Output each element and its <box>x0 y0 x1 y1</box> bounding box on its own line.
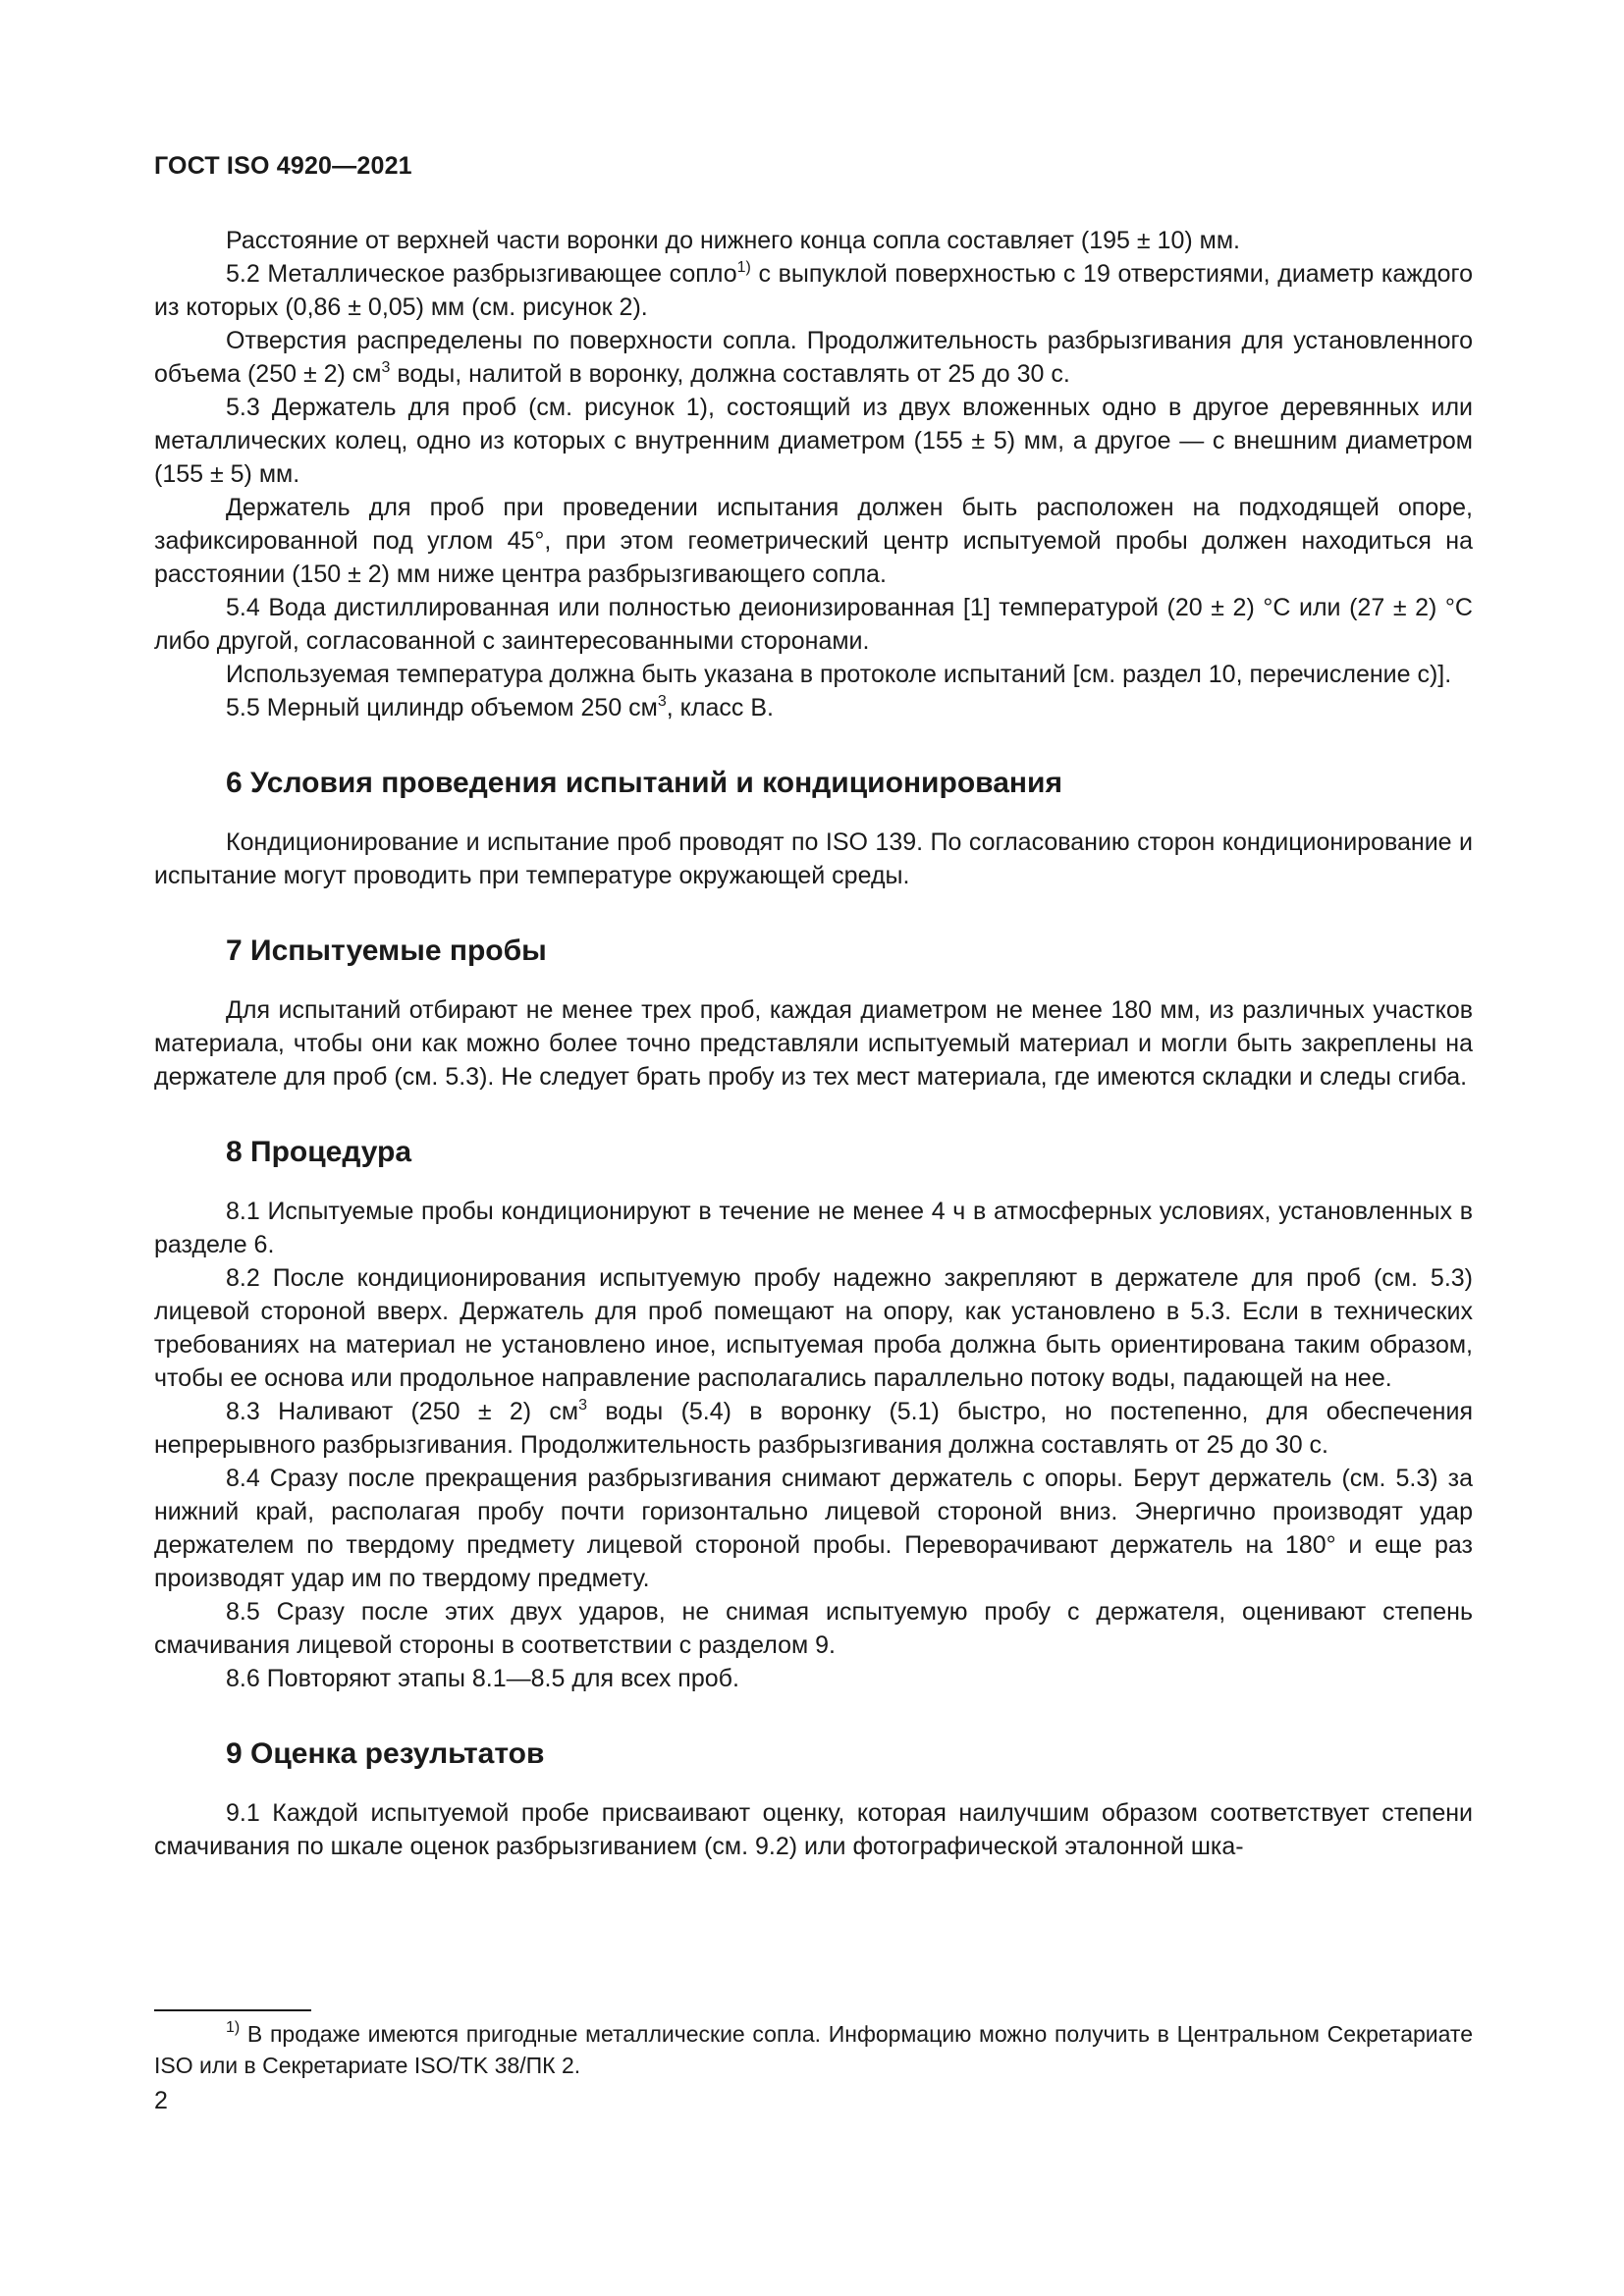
paragraph-9-1: 9.1 Каждой испытуемой пробе присваивают оценку, которая наилучшим образом соответствует степени смачивания по шкале оценок разбрызгиванием (см. 9.2) или фотографической эталонной шка- <box>154 1799 1473 1860</box>
section-9-title: 9 Оценка результатов <box>226 1737 545 1770</box>
section-7-title: 7 Испытуемые пробы <box>226 934 547 967</box>
footnote-marker: 1) <box>226 2019 241 2036</box>
paragraph-5-2: 5.2 Металлическое разбрызгивающее сопло$^{1)}$ с выпуклой поверхностью с 19 отверстиями, диаметр каждого из которых (0,86 ± 0,05) мм (см. рисунок 2). <box>154 259 1473 321</box>
paragraph-5-3: 5.3 Держатель для проб (см. рисунок 1), состоящий из двух вложенных одно в другое деревянных или металлических колец, одно из которых с внутренним диаметром (155 ± 5) мм, а другое — с внешним диаметром (155 ± 5) мм. <box>154 394 1473 488</box>
paragraph-8-3: 8.3 Наливают (250 ± 2) $см^3$ воды (5.4) в воронку (5.1) быстро, но постепенно, для обеспечения непрерывного разбрызгивания. Продолжительность разбрызгивания должна составлять от 25 до 30 с. <box>154 1397 1473 1459</box>
footnote-divider <box>154 2009 311 2011</box>
footnote-ref: 1) <box>736 259 751 276</box>
paragraph-5-4: 5.4 Вода дистиллированная или полностью деионизированная [1] температурой (20 ± 2) °С или (27 ± 2) °С либо другой, согласованной с заинтересованными сторонами. <box>154 594 1473 655</box>
paragraph-8-4: 8.4 Сразу после прекращения разбрызгивания снимают держатель с опоры. Берут держатель (см. 5.3) за нижний край, располагая пробу почти горизонтально лицевой стороной вниз. Энергично производят удар держателем по твердому предмету лицевой стороной пробы. Переворачивают держатель на 180° и еще раз производят удар им по твердому предмету. <box>154 1465 1473 1592</box>
paragraph-holes: Отверстия распределены по поверхности сопла. Продолжительность разбрызгивания для установленного объема (250 ± 2) $см^3$ воды, налитой в воронку, должна составлять от 25 до 30 с. <box>154 327 1473 388</box>
paragraph-5-5: 5.5 Мерный цилиндр объемом 250 $см^3$, класс В. <box>226 693 774 721</box>
footnote: $^{1)}$ В продаже имеются пригодные металлические сопла. Информацию можно получить в Центральном Секретариате ISO или в Секретариате ISO/TK 38/ПК 2. <box>154 2019 1473 2078</box>
paragraph-8-1: 8.1 Испытуемые пробы кондиционируют в течение не менее 4 ч в атмосферных условиях, установленных в разделе 6. <box>154 1198 1473 1258</box>
section-6-text: Кондиционирование и испытание проб проводят по ISO 139. По согласованию сторон кондиционирование и испытание могут проводить при температуре окружающей среды. <box>154 828 1473 889</box>
section-8-title: 8 Процедура <box>226 1136 412 1168</box>
paragraph-distance: Расстояние от верхней части воронки до нижнего конца сопла составляет (195 ± 10) мм. <box>226 227 1240 254</box>
paragraph-holder: Держатель для проб при проведении испытания должен быть расположен на подходящей опоре, зафиксированной под углом 45°, при этом геометрический центр испытуемой пробы должен находиться на расстоянии (150 ± 2) мм ниже центра разбрызгивающего сопла. <box>154 494 1473 588</box>
paragraph-8-6: 8.6 Повторяют этапы 8.1—8.5 для всех проб. <box>226 1665 739 1692</box>
page-number: 2 <box>154 2087 168 2114</box>
section-6-title: 6 Условия проведения испытаний и кондиционирования <box>226 767 1062 799</box>
standard-header: ГОСТ ISO 4920—2021 <box>154 152 412 180</box>
paragraph-8-2: 8.2 После кондиционирования испытуемую пробу надежно закрепляют в держателе для проб (см. 5.3) лицевой стороной вверх. Держатель для проб помещают на опору, как установлено в 5.3. Если в технических требованиях на материал не установлено иное, испытуемая проба должна быть ориентирована таким образом, чтобы ее основа или продольное направление располагались параллельно потоку воды, падающей на нее. <box>154 1264 1473 1392</box>
document-body <box>154 224 1473 1863</box>
paragraph-temperature: Используемая температура должна быть указана в протоколе испытаний [см. раздел 10, перечисление с)]. <box>226 661 1452 688</box>
section-7-text: Для испытаний отбирают не менее трех проб, каждая диаметром не менее 180 мм, из различных участков материала, чтобы они как можно более точно представляли испытуемый материал и могли быть закреплены на держателе для проб (см. 5.3). Не следует брать пробу из тех мест материала, где имеются складки и следы сгиба. <box>154 996 1473 1091</box>
paragraph-8-5: 8.5 Сразу после этих двух ударов, не снимая испытуемую пробу с держателя, оценивают степень смачивания лицевой стороны в соответствии с разделом 9. <box>154 1598 1473 1659</box>
